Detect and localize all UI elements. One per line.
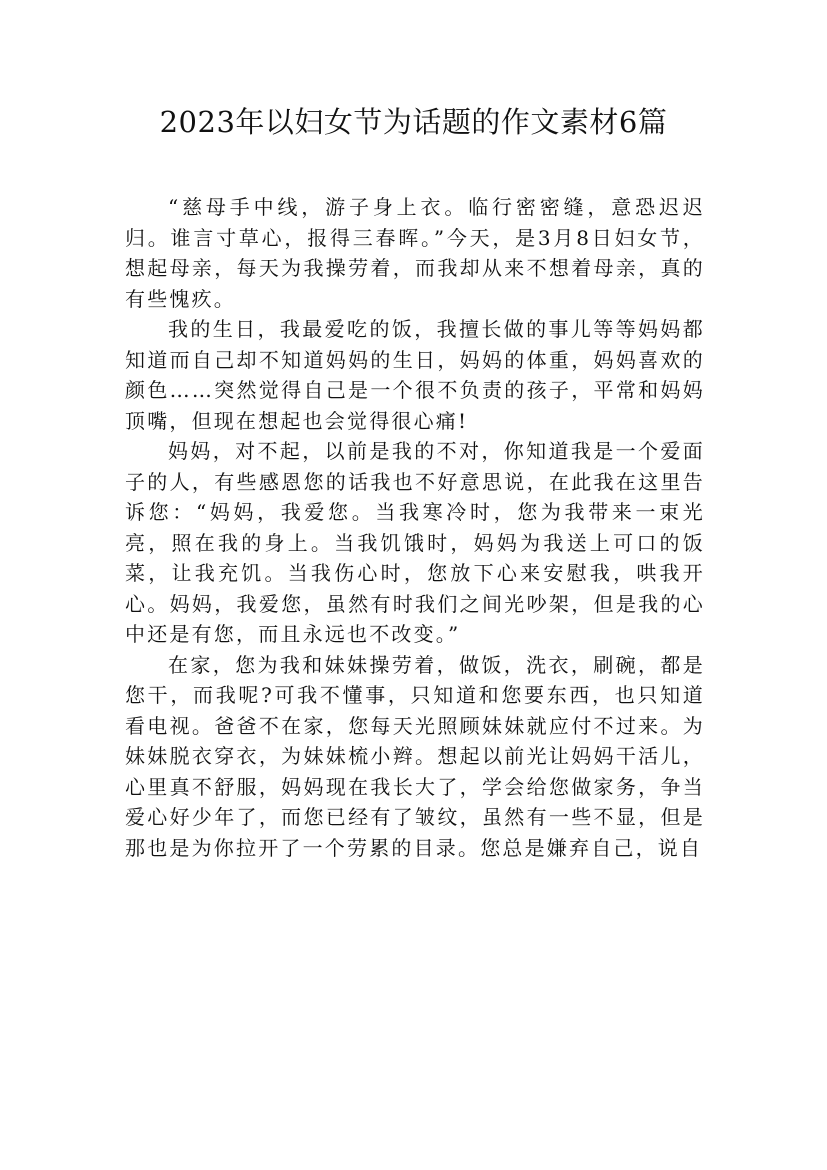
paragraph-2: 我的生日，我最爱吃的饭，我擅长做的事儿等等妈妈都知道而自己却不知道妈妈的生日，妈妈的体重，妈妈喜欢的颜色……突然觉得自己是一个很不负责的孩子，平常和妈妈顶嘴，但现在想起也会觉得很心痛! xyxy=(125,317,705,433)
paragraph-3: 妈妈，对不起，以前是我的不对，你知道我是一个爱面子的人，有些感恩您的话我也不好意思说，在此我在这里告诉您：“妈妈，我爱您。当我寒冷时，您为我带来一束光亮，照在我的身上。当我饥饿时，妈妈为我送上可口的饭菜，让我充饥。当我伤心时，您放下心来安慰我，哄我开心。妈妈，我爱您，虽然有时我们之间光吵架，但是我的心中还是有您，而且永远也不改变。” xyxy=(125,439,705,646)
paragraph-1: “慈母手中线，游子身上衣。临行密密缝，意恐迟迟归。谁言寸草心，报得三春晖。”今天，是3月8日妇女节，想起母亲，每天为我操劳着，而我却从来不想着母亲，真的有些愧疚。 xyxy=(125,195,705,311)
paragraph-4: 在家，您为我和妹妹操劳着，做饭，洗衣，刷碗，都是您干，而我呢?可我不懂事，只知道和您要东西，也只知道看电视。爸爸不在家，您每天光照顾妹妹就应付不过来。为妹妹脱衣穿衣，为妹妹梳小辫。想起以前光让妈妈干活儿，心里真不舒服，妈妈现在我长大了，学会给您做家务，争当爱心好少年了，而您已经有了皱纹，虽然有一些不显，但是那也是为你拉开了一个劳累的目录。您总是嫌弃自己，说自 xyxy=(125,652,705,860)
document-title: 2023年以妇女节为话题的作文素材6篇 xyxy=(159,105,668,139)
document-body xyxy=(125,192,705,863)
